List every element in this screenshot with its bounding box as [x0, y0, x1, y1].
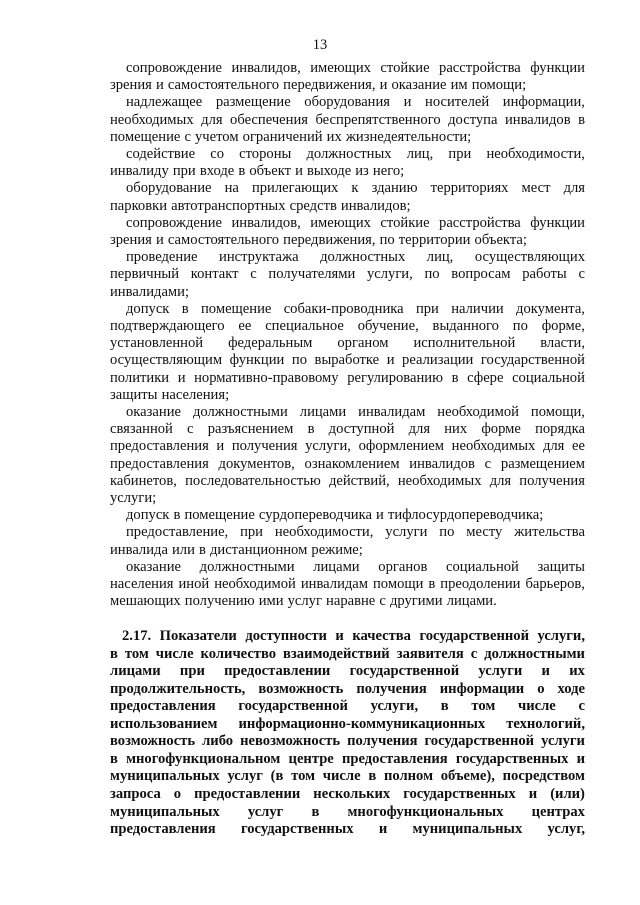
heading-line: муниципальных услуг в многофункциональных центрах: [110, 803, 585, 820]
heading-line: продолжительность, возможность получения информации о ходе: [110, 680, 585, 697]
body-text-line: необходимых для обеспечения беспрепятственного доступа инвалидов в: [110, 111, 585, 128]
body-text-line: проведение инструктажа должностных лиц, осуществляющих: [126, 249, 585, 266]
body-text-line: инвалиду при входе в объект и выходе из него;: [110, 163, 405, 180]
body-text-line: сопровождение инвалидов, имеющих стойкие расстройства функции: [126, 60, 585, 76]
body-text-line: помещение с учетом ограничений их жизнедеятельности;: [110, 128, 472, 145]
heading-line: муниципальных услуг (в том числе в полном объеме), посредством: [110, 768, 585, 785]
body-text-line: предоставления и получения услуги, оформлением необходимых для ее: [110, 438, 585, 455]
body-text-line: осуществляющим функции по выработке и реализации государственной: [110, 352, 585, 369]
body-text-line: предоставление, при необходимости, услуги по месту жительства: [126, 524, 585, 541]
body-text-line: инвалида или в дистанционном режиме;: [110, 541, 363, 558]
body-text-line: надлежащее размещение оборудования и носителей информации,: [126, 94, 585, 111]
body-text-line: населения иной необходимой инвалидам помощи в преодолении барьеров,: [110, 576, 585, 592]
heading-line: предоставления государственных и муниципальных услуг,: [110, 821, 585, 838]
body-text-line: предоставления документов, ознакомлением инвалидов с размещением: [110, 455, 585, 472]
body-text-line: сопровождение инвалидов, имеющих стойкие расстройства функции: [126, 214, 585, 231]
heading-line: предоставления государственной услуги, в том числе с: [110, 698, 585, 715]
body-text-line: оказание должностными лицами органов социальной защиты: [126, 558, 585, 575]
body-text-line: подтверждающего ее специальное обучение, выданного по форме,: [110, 318, 585, 334]
body-text-line: содействие со стороны должностных лиц, при необходимости,: [126, 146, 585, 162]
heading-line: использованием информационно-коммуникационных технологий,: [110, 715, 585, 732]
page-number: 13: [312, 37, 328, 53]
body-text-line: первичный контакт с получателями услуги, по вопросам работы с: [110, 266, 585, 283]
body-text-line: инвалидами;: [110, 283, 190, 300]
body-text-line: зрения и самостоятельного передвижения, по территории объекта;: [110, 232, 527, 248]
body-text-line: парковки автотранспортных средств инвалидов;: [110, 197, 411, 214]
heading-line: лицами при предоставлении государственной услуги и их: [110, 663, 585, 680]
body-text-line: кабинетов, последовательностью действий, необходимых для получения: [110, 472, 585, 489]
body-text-line: установленной федеральным органом исполнительной власти,: [110, 335, 585, 352]
body-text-line: защиты населения;: [110, 386, 230, 403]
body-text-line: оказание должностными лицами инвалидам необходимой помощи,: [126, 404, 585, 420]
body-text-line: услуги;: [110, 490, 157, 506]
body-text-line: политики и нормативно-правовому регулированию в сфере социальной: [110, 369, 585, 386]
body-text-line: мешающих получению ими услуг наравне с другими лицами.: [110, 593, 497, 610]
heading-line: в многофункциональном центре предоставления государственных и: [110, 750, 585, 767]
body-text-line: оборудование на прилегающих к зданию территориях мест для: [126, 180, 585, 197]
heading-line: запроса о предоставлении нескольких государственных и (или): [110, 785, 585, 802]
heading-line: 2.17. Показатели доступности и качества государственной услуги,: [122, 628, 585, 644]
body-text-line: зрения и самостоятельного передвижения, и оказание им помощи;: [110, 77, 527, 94]
heading-line: возможность либо невозможность получения государственной услуги: [110, 733, 585, 750]
body-text-line: допуск в помещение сурдопереводчика и тифлосурдопереводчика;: [126, 507, 544, 524]
body-text-line: допуск в помещение собаки-проводника при наличии документа,: [126, 300, 585, 317]
heading-line: в том числе количество взаимодействий заявителя с должностными: [110, 645, 585, 662]
body-text-line: связанной с разъяснением в доступной для них форме порядка: [110, 421, 585, 438]
